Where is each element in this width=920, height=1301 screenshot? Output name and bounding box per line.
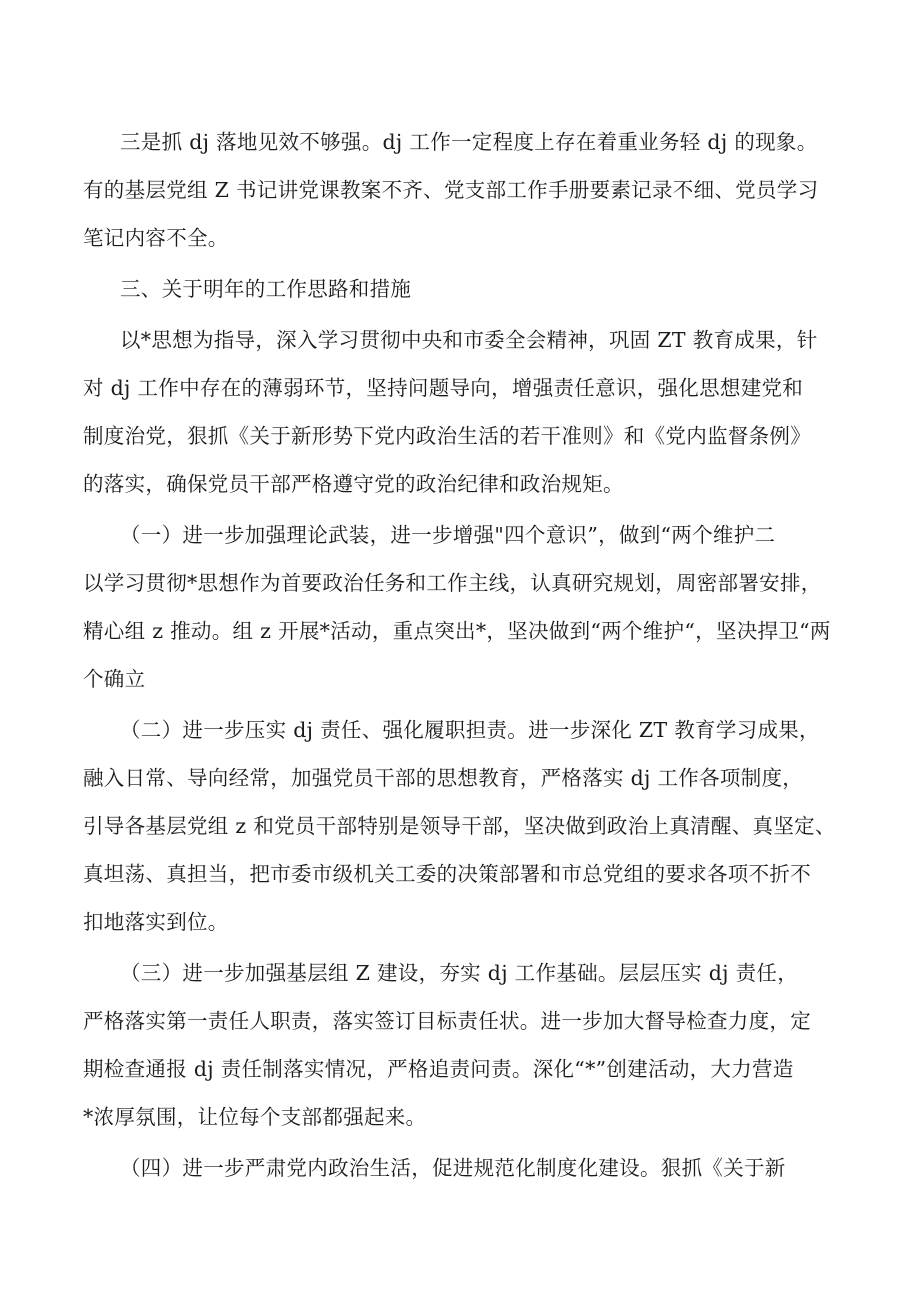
paragraph-line: 精心组 z 推动。组 z 开展*活动，重点突出*，坚决做到“两个维护“，坚决捍卫“两 <box>83 619 831 643</box>
paragraph-line: *浓厚氛围，让位每个支部都强起来。 <box>83 1105 427 1129</box>
paragraph-line: 制度治党，狠抓《关于新形势下党内政治生活的若干准则》和《党内监督条例》 <box>83 424 811 448</box>
paragraph-line: 的落实，确保党员干部严格遵守党的政治纪律和政治规矩。 <box>83 472 624 496</box>
paragraph-line: 期检查通报 dj 责任制落实情况，严格追责问责。深化“*”创建活动，大力营造 <box>83 1057 794 1081</box>
paragraph-line: （四）进一步严肃党内政治生活，促进规范化制度化建设。狠抓《关于新 <box>120 1156 786 1180</box>
paragraph-line: 严格落实第一责任人职责，落实签订目标责任状。进一步加大督导检查力度，定 <box>83 1009 811 1033</box>
paragraph-line: 以*思想为指导，深入学习贯彻中央和市委全会精神，巩固 ZT 教育成果，针 <box>120 328 818 352</box>
paragraph-line: 引导各基层党组 z 和党员干部特别是领导干部，坚决做到政治上真清醒、真坚定、 <box>83 814 836 838</box>
paragraph-line: 三是抓 dj 落地见效不够强。dj 工作一定程度上存在着重业务轻 dj 的现象。 <box>120 130 818 154</box>
paragraph-line: 有的基层党组 Z 书记讲党课教案不齐、党支部工作手册要素记录不细、党员学习 <box>83 178 819 202</box>
paragraph-line: 对 dj 工作中存在的薄弱环节，坚持问题导向，增强责任意识，强化思想建党和 <box>83 376 804 400</box>
paragraph-line: 以学习贯彻*思想作为首要政治任务和工作主线，认真研究规划，周密部署安排， <box>83 571 822 595</box>
paragraph-line: 个确立 <box>83 667 146 691</box>
paragraph-line: 笔记内容不全。 <box>83 226 229 250</box>
paragraph-line: 真坦荡、真担当，把市委市级机关工委的决策部署和市总党组的要求各项不折不 <box>83 862 811 886</box>
paragraph-line: （三）进一步加强基层组 Z 建设，夯实 dj 工作基础。层层压实 dj 责任， <box>120 961 798 985</box>
paragraph-line: （二）进一步压实 dj 责任、强化履职担责。进一步深化 ZT 教育学习成果， <box>120 718 820 742</box>
paragraph-line: （一）进一步加强理论武装，进一步增强"四个意识”，做到“两个维护二 <box>120 523 776 547</box>
paragraph-line: 扣地落实到位。 <box>83 910 229 934</box>
section-heading: 三、关于明年的工作思路和措施 <box>120 277 412 301</box>
paragraph-line: 融入日常、导向经常，加强党员干部的思想教育，严格落实 dj 工作各项制度， <box>83 766 804 790</box>
